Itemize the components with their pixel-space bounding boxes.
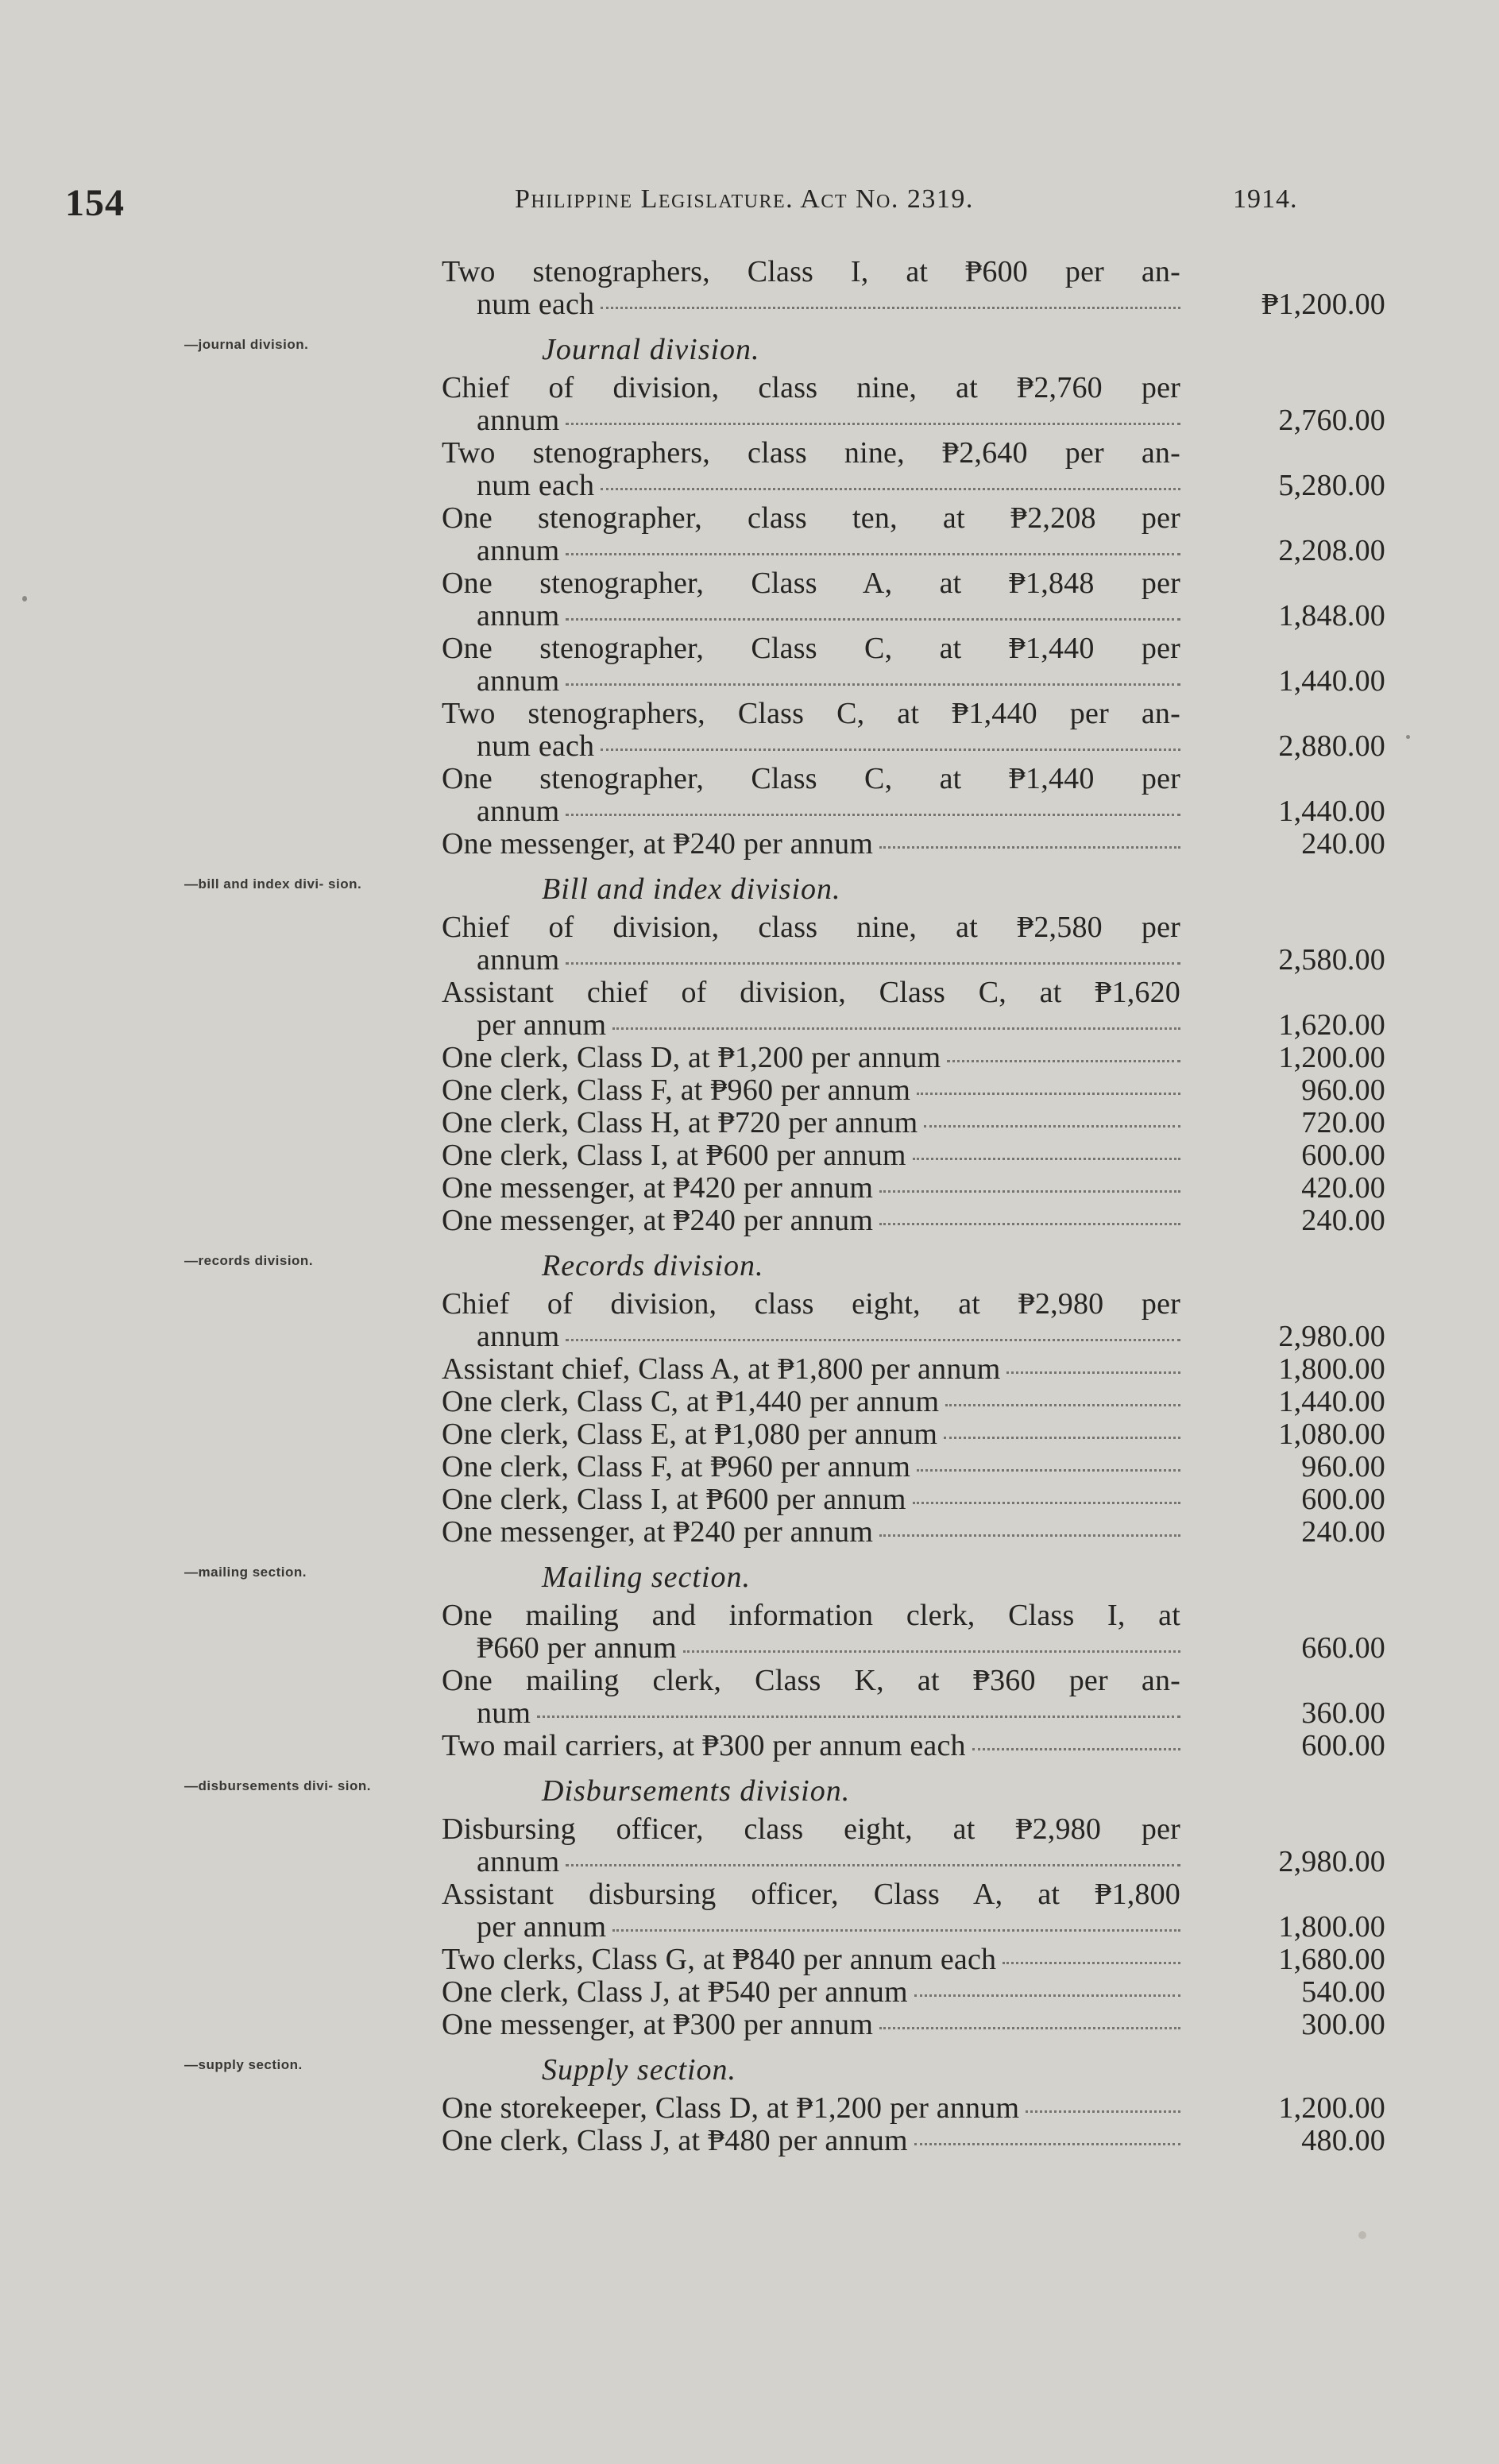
item-line-text: annum [477, 1320, 560, 1353]
appropriation-item [432, 1205, 1385, 1237]
item-line [442, 1483, 1180, 1516]
item-line-text: One clerk, Class C, at ₱1,440 per annum [442, 1385, 940, 1418]
dot-leader [566, 422, 1180, 425]
section-title: Mailing section. [542, 1561, 751, 1594]
margin-note: —mailing section. [184, 1565, 307, 1580]
appropriation-item [432, 698, 1385, 763]
item-line: One stenographer, Class C, at ₱1,440 per [442, 632, 1180, 665]
item-amount: 240.00 [1301, 1204, 1385, 1237]
item-description [432, 1042, 1180, 1074]
item-line: One stenographer, Class A, at ₱1,848 per [442, 567, 1180, 600]
appropriation-item [432, 1599, 1385, 1665]
item-line-text: annum [477, 404, 560, 437]
item-line-continued [442, 665, 1180, 698]
item-line: Two stenographers, Class C, at ₱1,440 per an- [442, 697, 1180, 730]
item-line [442, 1976, 1180, 2009]
dot-leader [913, 1501, 1180, 1504]
dot-leader [537, 1715, 1180, 1718]
section-title: Journal division. [542, 333, 760, 366]
dot-leader [612, 1928, 1180, 1932]
item-line-continued [442, 535, 1180, 567]
item-description [432, 372, 1180, 437]
item-amount: 1,800.00 [1278, 1910, 1385, 1944]
item-description [432, 828, 1180, 861]
page-number: 154 [65, 182, 125, 224]
item-line-continued [442, 1846, 1180, 1878]
dot-leader [683, 1650, 1180, 1653]
item-line-text: annum [477, 795, 560, 828]
appropriation-item [432, 1665, 1385, 1730]
appropriation-item [432, 567, 1385, 632]
item-line-text: One clerk, Class F, at ₱960 per annum [442, 1073, 911, 1107]
item-description [432, 1451, 1180, 1483]
paper-speck [1406, 735, 1410, 739]
item-line-text: One clerk, Class F, at ₱960 per annum [442, 1450, 911, 1483]
item-description [432, 1074, 1180, 1107]
appropriation-item [432, 2009, 1385, 2041]
item-line-text: annum [477, 943, 560, 977]
item-amount: 600.00 [1301, 1729, 1385, 1762]
section-title: Bill and index division. [542, 872, 841, 906]
dot-leader [566, 552, 1180, 555]
item-amount: 5,280.00 [1278, 469, 1385, 502]
item-line [442, 2009, 1180, 2041]
section-title: Supply section. [542, 2053, 737, 2087]
item-amount: 1,080.00 [1278, 1418, 1385, 1451]
item-line [442, 2092, 1180, 2125]
item-amount: 1,200.00 [1278, 2091, 1385, 2125]
item-line-text: Two clerks, Class G, at ₱840 per annum each [442, 1943, 997, 1976]
item-description [432, 1139, 1180, 1172]
margin-note: —records division. [184, 1253, 314, 1268]
paper-speck [22, 596, 27, 601]
dot-leader [879, 1189, 1180, 1193]
section-heading [184, 1237, 1385, 1288]
item-amount: 420.00 [1301, 1171, 1385, 1205]
appropriation-item [432, 1139, 1385, 1172]
appropriation-item [432, 1483, 1385, 1516]
item-line-text: One messenger, at ₱300 per annum [442, 2008, 874, 2041]
appropriation-item [432, 2125, 1385, 2157]
item-amount: 660.00 [1301, 1631, 1385, 1665]
appropriation-item [432, 1813, 1385, 1878]
item-description [432, 1172, 1180, 1205]
item-line-text: One messenger, at ₱420 per annum [442, 1171, 874, 1205]
paper-speck [1358, 2231, 1366, 2239]
section-heading [184, 2041, 1385, 2092]
item-line: One mailing clerk, Class K, at ₱360 per an- [442, 1664, 1180, 1697]
item-line-continued [442, 1697, 1180, 1730]
item-line-continued [442, 730, 1180, 763]
item-line-text: annum [477, 599, 560, 632]
dot-leader [914, 2142, 1180, 2145]
item-description [432, 256, 1180, 321]
item-line: Chief of division, class nine, at ₱2,760 per [442, 371, 1180, 404]
section-heading [184, 1762, 1385, 1813]
dot-leader [566, 813, 1180, 816]
dot-leader [879, 845, 1180, 849]
item-description [432, 437, 1180, 502]
dot-leader [601, 306, 1180, 309]
item-line-text: annum [477, 1845, 560, 1878]
item-amount: 2,980.00 [1278, 1320, 1385, 1353]
item-description [432, 632, 1180, 698]
dot-leader [913, 1157, 1180, 1160]
item-description [432, 1418, 1180, 1451]
item-description [432, 977, 1180, 1042]
item-line [442, 1944, 1180, 1976]
item-amount: 1,680.00 [1278, 1943, 1385, 1976]
dot-leader [924, 1124, 1180, 1128]
item-line-continued [442, 600, 1180, 632]
item-amount: 960.00 [1301, 1073, 1385, 1107]
item-amount: 2,980.00 [1278, 1845, 1385, 1878]
item-line [442, 2125, 1180, 2157]
item-line [442, 1386, 1180, 1418]
item-line-text: annum [477, 664, 560, 698]
item-amount: 1,440.00 [1278, 664, 1385, 698]
dot-leader [601, 487, 1180, 490]
item-description [432, 1976, 1180, 2009]
item-description [432, 2125, 1180, 2157]
item-line-text: One storekeeper, Class D, at ₱1,200 per annum [442, 2091, 1020, 2125]
item-description [432, 1353, 1180, 1386]
item-line-text: One clerk, Class H, at ₱720 per annum [442, 1106, 918, 1139]
item-line-text: One messenger, at ₱240 per annum [442, 1204, 874, 1237]
dot-leader [945, 1403, 1180, 1406]
item-line [442, 1042, 1180, 1074]
item-line [442, 1730, 1180, 1762]
item-description [432, 567, 1180, 632]
item-amount: 1,620.00 [1278, 1008, 1385, 1042]
appropriation-item [432, 1944, 1385, 1976]
section-heading [184, 1549, 1385, 1599]
item-amount: 2,880.00 [1278, 729, 1385, 763]
item-line: Assistant chief of division, Class C, at ₱1,620 [442, 976, 1180, 1009]
margin-note: —journal division. [184, 337, 309, 352]
item-line-text: annum [477, 534, 560, 567]
item-description [432, 2009, 1180, 2041]
appropriation-item [432, 256, 1385, 321]
appropriation-item [432, 828, 1385, 861]
item-line-text: One clerk, Class I, at ₱600 per annum [442, 1139, 906, 1172]
item-line-text: num [477, 1696, 531, 1730]
item-line [442, 1451, 1180, 1483]
item-line [442, 1205, 1180, 1237]
item-description [432, 1665, 1180, 1730]
item-amount: 480.00 [1301, 2124, 1385, 2157]
item-description [432, 2092, 1180, 2125]
running-head: Philippine Legislature. Act No. 2319. [515, 184, 974, 214]
item-amount: 1,848.00 [1278, 599, 1385, 632]
item-description [432, 1107, 1180, 1139]
item-line-text: ₱660 per annum [477, 1631, 677, 1665]
item-line [442, 1107, 1180, 1139]
dot-leader [914, 1994, 1180, 1997]
item-line-text: num each [477, 288, 595, 321]
item-amount: 1,440.00 [1278, 1385, 1385, 1418]
item-line-text: per annum [477, 1910, 607, 1944]
appropriation-item [432, 1386, 1385, 1418]
appropriation-item [432, 911, 1385, 977]
item-line-continued [442, 1009, 1180, 1042]
item-amount: 960.00 [1301, 1450, 1385, 1483]
item-amount: 240.00 [1301, 1515, 1385, 1549]
appropriation-item [432, 1730, 1385, 1762]
item-line-continued [442, 1632, 1180, 1665]
dot-leader [879, 1222, 1180, 1225]
item-line-text: Two mail carriers, at ₱300 per annum each [442, 1729, 966, 1762]
item-line-text: One clerk, Class D, at ₱1,200 per annum [442, 1041, 941, 1074]
item-line: Chief of division, class eight, at ₱2,980 per [442, 1287, 1180, 1321]
item-description [432, 1599, 1180, 1665]
item-amount: 2,208.00 [1278, 534, 1385, 567]
appropriation-item [432, 437, 1385, 502]
item-line-text: One messenger, at ₱240 per annum [442, 1515, 874, 1549]
item-description [432, 1288, 1180, 1353]
item-amount: ₱1,200.00 [1261, 288, 1385, 321]
appropriation-item [432, 1107, 1385, 1139]
dot-leader [566, 961, 1180, 965]
item-line-text: per annum [477, 1008, 607, 1042]
item-line: One stenographer, class ten, at ₱2,208 per [442, 501, 1180, 535]
item-amount: 1,440.00 [1278, 795, 1385, 828]
item-description [432, 763, 1180, 828]
appropriation-item [432, 1172, 1385, 1205]
appropriation-item [432, 502, 1385, 567]
item-line-continued [442, 944, 1180, 977]
appropriation-list [184, 255, 1385, 2157]
margin-note: —supply section. [184, 2057, 303, 2072]
section-title: Records division. [542, 1249, 764, 1282]
item-line [442, 1074, 1180, 1107]
item-description [432, 911, 1180, 977]
item-amount: 600.00 [1301, 1483, 1385, 1516]
appropriation-item [432, 763, 1385, 828]
item-amount: 240.00 [1301, 827, 1385, 861]
item-line [442, 1353, 1180, 1386]
item-description [432, 1205, 1180, 1237]
dot-leader [972, 1747, 1180, 1750]
margin-note: —bill and index divi- sion. [184, 876, 362, 892]
item-description [432, 1516, 1180, 1549]
dot-leader [917, 1092, 1180, 1095]
appropriation-item [432, 1074, 1385, 1107]
appropriation-item [432, 1516, 1385, 1549]
dot-leader [566, 683, 1180, 686]
item-line-text: num each [477, 729, 595, 763]
appropriation-item [432, 977, 1385, 1042]
dot-leader [879, 1534, 1180, 1537]
item-line-text: One clerk, Class J, at ₱540 per annum [442, 1975, 908, 2009]
appropriation-item [432, 1418, 1385, 1451]
appropriation-item [432, 1042, 1385, 1074]
dot-leader [566, 1863, 1180, 1866]
item-line-text: One messenger, at ₱240 per annum [442, 827, 874, 861]
item-description [432, 502, 1180, 567]
section-heading [184, 861, 1385, 911]
item-description [432, 1813, 1180, 1878]
item-line [442, 1418, 1180, 1451]
item-amount: 2,580.00 [1278, 943, 1385, 977]
section-heading [184, 321, 1385, 372]
dot-leader [947, 1059, 1180, 1062]
item-line-continued [442, 288, 1180, 321]
item-line-text: One clerk, Class I, at ₱600 per annum [442, 1483, 906, 1516]
dot-leader [1006, 1371, 1180, 1374]
dot-leader [879, 2026, 1180, 2029]
section-title: Disbursements division. [542, 1774, 851, 1808]
item-amount: 2,760.00 [1278, 404, 1385, 437]
item-description [432, 698, 1180, 763]
item-line [442, 828, 1180, 861]
item-line: Two stenographers, class nine, ₱2,640 per an- [442, 436, 1180, 470]
item-description [432, 1730, 1180, 1762]
item-line-text: num each [477, 469, 595, 502]
item-description [432, 1878, 1180, 1944]
dot-leader [917, 1468, 1180, 1472]
appropriation-item [432, 1353, 1385, 1386]
running-head-year: 1914. [1233, 184, 1298, 214]
item-line-continued [442, 404, 1180, 437]
dot-leader [566, 617, 1180, 621]
item-amount: 1,200.00 [1278, 1041, 1385, 1074]
item-line: One mailing and information clerk, Class I, at [442, 1599, 1180, 1632]
dot-leader [601, 748, 1180, 751]
item-line-continued [442, 1911, 1180, 1944]
item-line: Assistant disbursing officer, Class A, at ₱1,800 [442, 1878, 1180, 1911]
item-description [432, 1944, 1180, 1976]
dot-leader [1026, 2110, 1180, 2113]
dot-leader [612, 1027, 1180, 1030]
item-line [442, 1516, 1180, 1549]
item-line-continued [442, 795, 1180, 828]
margin-note: —disbursements divi- sion. [184, 1778, 371, 1793]
item-line-continued [442, 1321, 1180, 1353]
item-line: Disbursing officer, class eight, at ₱2,980 per [442, 1812, 1180, 1846]
item-line [442, 1139, 1180, 1172]
item-line: One stenographer, Class C, at ₱1,440 per [442, 762, 1180, 795]
appropriation-item [432, 372, 1385, 437]
item-description [432, 1483, 1180, 1516]
item-amount: 540.00 [1301, 1975, 1385, 2009]
appropriation-item [432, 2092, 1385, 2125]
item-line-text: Assistant chief, Class A, at ₱1,800 per annum [442, 1352, 1001, 1386]
item-line: Two stenographers, Class I, at ₱600 per an- [442, 255, 1180, 288]
item-line [442, 1172, 1180, 1205]
item-description [432, 1386, 1180, 1418]
item-amount: 1,800.00 [1278, 1352, 1385, 1386]
appropriation-item [432, 1288, 1385, 1353]
item-line: Chief of division, class nine, at ₱2,580 per [442, 911, 1180, 944]
dot-leader [944, 1436, 1180, 1439]
appropriation-item [432, 1976, 1385, 2009]
item-amount: 720.00 [1301, 1106, 1385, 1139]
dot-leader [566, 1338, 1180, 1341]
dot-leader [1003, 1961, 1180, 1964]
item-amount: 600.00 [1301, 1139, 1385, 1172]
appropriation-item [432, 1878, 1385, 1944]
item-line-text: One clerk, Class J, at ₱480 per annum [442, 2124, 908, 2157]
item-line-text: One clerk, Class E, at ₱1,080 per annum [442, 1418, 938, 1451]
item-amount: 360.00 [1301, 1696, 1385, 1730]
appropriation-item [432, 1451, 1385, 1483]
item-line-continued [442, 470, 1180, 502]
appropriation-item [432, 632, 1385, 698]
item-amount: 300.00 [1301, 2008, 1385, 2041]
